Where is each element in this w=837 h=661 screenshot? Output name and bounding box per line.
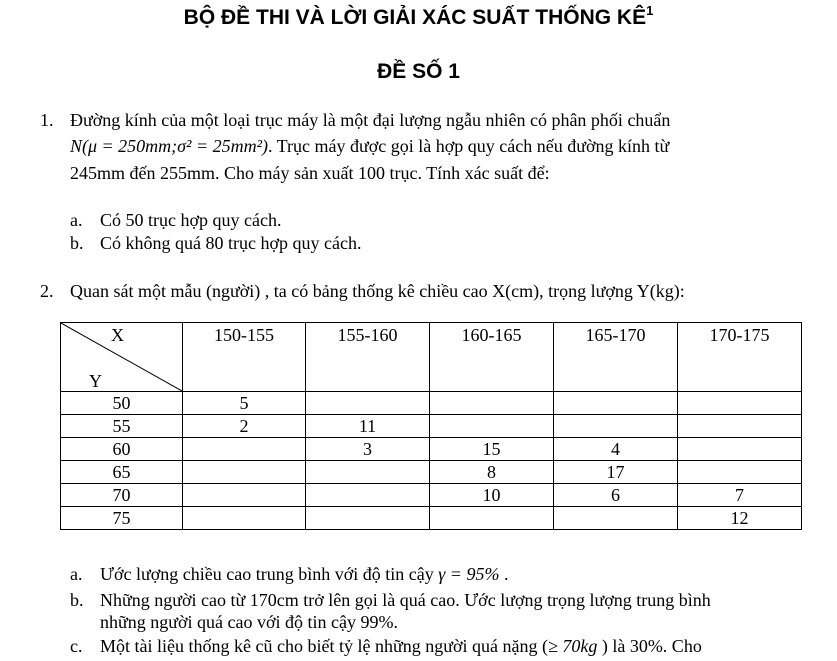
- title-text: BỘ ĐỀ THI VÀ LỜI GIẢI XÁC SUẤT THỐNG KÊ: [183, 6, 647, 29]
- table-cell: [183, 438, 306, 461]
- table-cell: [554, 415, 678, 438]
- table-cell: 2: [183, 415, 306, 438]
- table-cell: [430, 392, 554, 415]
- table-cell: [183, 484, 306, 507]
- title-footnote-marker: 1: [646, 3, 654, 18]
- table-header-row: [61, 323, 802, 392]
- table-row: [61, 438, 802, 461]
- table-header-cell: 155-160: [306, 323, 430, 392]
- q1-line1: Đường kính của một loại trục máy là một đại lượng ngẫu nhiên có phân phối chuẩn: [70, 110, 671, 130]
- q2-item-c-label: c.: [70, 636, 83, 656]
- q2-item-a-formula: γ = 95%: [438, 564, 500, 584]
- table-cell: [678, 438, 802, 461]
- row-header-cell: 65: [61, 461, 183, 484]
- row-variable-label: Y: [89, 371, 102, 391]
- q2-item-b-line2: những người quá cao với độ tin cậy 99%.: [100, 612, 398, 632]
- table-cell: 6: [554, 484, 678, 507]
- table-cell: 4: [554, 438, 678, 461]
- table-cell: 10: [430, 484, 554, 507]
- q1-line2: [70, 134, 669, 158]
- table-cell: [306, 392, 430, 415]
- row-header-cell: 55: [61, 415, 183, 438]
- q2-item-a-text-after: .: [503, 564, 509, 584]
- table-cell: 3: [306, 438, 430, 461]
- table-row: [61, 507, 802, 530]
- row-header-cell: 50: [61, 392, 183, 415]
- table-cell: [678, 392, 802, 415]
- table-cell: [183, 507, 306, 530]
- table-cell: 5: [183, 392, 306, 415]
- table-corner-cell: [61, 323, 183, 392]
- table-cell: 8: [430, 461, 554, 484]
- table-cell: 11: [306, 415, 430, 438]
- table-cell: [183, 461, 306, 484]
- table-cell: [306, 484, 430, 507]
- table-cell: 12: [678, 507, 802, 530]
- table-cell: [430, 507, 554, 530]
- q1-number: 1.: [40, 110, 54, 130]
- q2-item-b-label: b.: [70, 590, 84, 610]
- table-row: [61, 415, 802, 438]
- column-variable-label: X: [111, 325, 124, 345]
- table-row: [61, 392, 802, 415]
- table-cell: [430, 415, 554, 438]
- q1-item-a-text: Có 50 trục hợp quy cách.: [100, 210, 282, 230]
- table-cell: [554, 507, 678, 530]
- q2-item-c-text-after: ) là 30%. Cho: [601, 636, 702, 656]
- q1-item-a-label: a.: [70, 210, 83, 230]
- table-cell: 17: [554, 461, 678, 484]
- q1-item-b-text: Có không quá 80 trục hợp quy cách.: [100, 233, 362, 253]
- table-cell: [678, 461, 802, 484]
- q2-item-b-line1: Những người cao từ 170cm trở lên gọi là quá cao. Ước lượng trọng lượng trung bình: [100, 590, 711, 610]
- table-header-cell: 170-175: [678, 323, 802, 392]
- table-header-cell: 160-165: [430, 323, 554, 392]
- q1-line3: 245mm đến 255mm. Cho máy sản xuất 100 trục. Tính xác suất để:: [70, 163, 550, 183]
- table-cell: [554, 392, 678, 415]
- table-row: [61, 484, 802, 507]
- table-cell: [306, 507, 430, 530]
- table-header-cell: 150-155: [183, 323, 306, 392]
- q2-item-c-text: [100, 634, 702, 658]
- table-cell: [306, 461, 430, 484]
- table-cell: 15: [430, 438, 554, 461]
- row-header-cell: 75: [61, 507, 183, 530]
- q1-item-b-label: b.: [70, 233, 84, 253]
- table-cell: [678, 415, 802, 438]
- row-header-cell: 70: [61, 484, 183, 507]
- table-row: [61, 461, 802, 484]
- q1-distribution-formula: N(μ = 250mm;σ² = 25mm²): [70, 136, 268, 156]
- q2-number: 2.: [40, 281, 54, 301]
- table-header-cell: 165-170: [554, 323, 678, 392]
- q2-item-a-text-before: Ước lượng chiều cao trung bình với độ tin cậy: [100, 564, 434, 584]
- q2-item-a-text: [100, 562, 508, 586]
- q2-text: Quan sát một mẫu (người) , ta có bảng thống kê chiều cao X(cm), trọng lượng Y(kg):: [70, 281, 685, 301]
- exam-number-heading: ĐỀ SỐ 1: [377, 60, 460, 83]
- q2-item-c-formula: ≥ 70kg: [547, 636, 598, 656]
- q1-line2-text: . Trục máy được gọi là hợp quy cách nếu đường kính từ: [267, 136, 670, 156]
- table-cell: 7: [678, 484, 802, 507]
- q2-item-a-label: a.: [70, 564, 83, 584]
- row-header-cell: 60: [61, 438, 183, 461]
- statistics-table: [60, 322, 802, 530]
- document-title: [0, 3, 837, 30]
- q2-item-c-text-before: Một tài liệu thống kê cũ cho biết tỷ lệ những người quá nặng (: [100, 636, 548, 656]
